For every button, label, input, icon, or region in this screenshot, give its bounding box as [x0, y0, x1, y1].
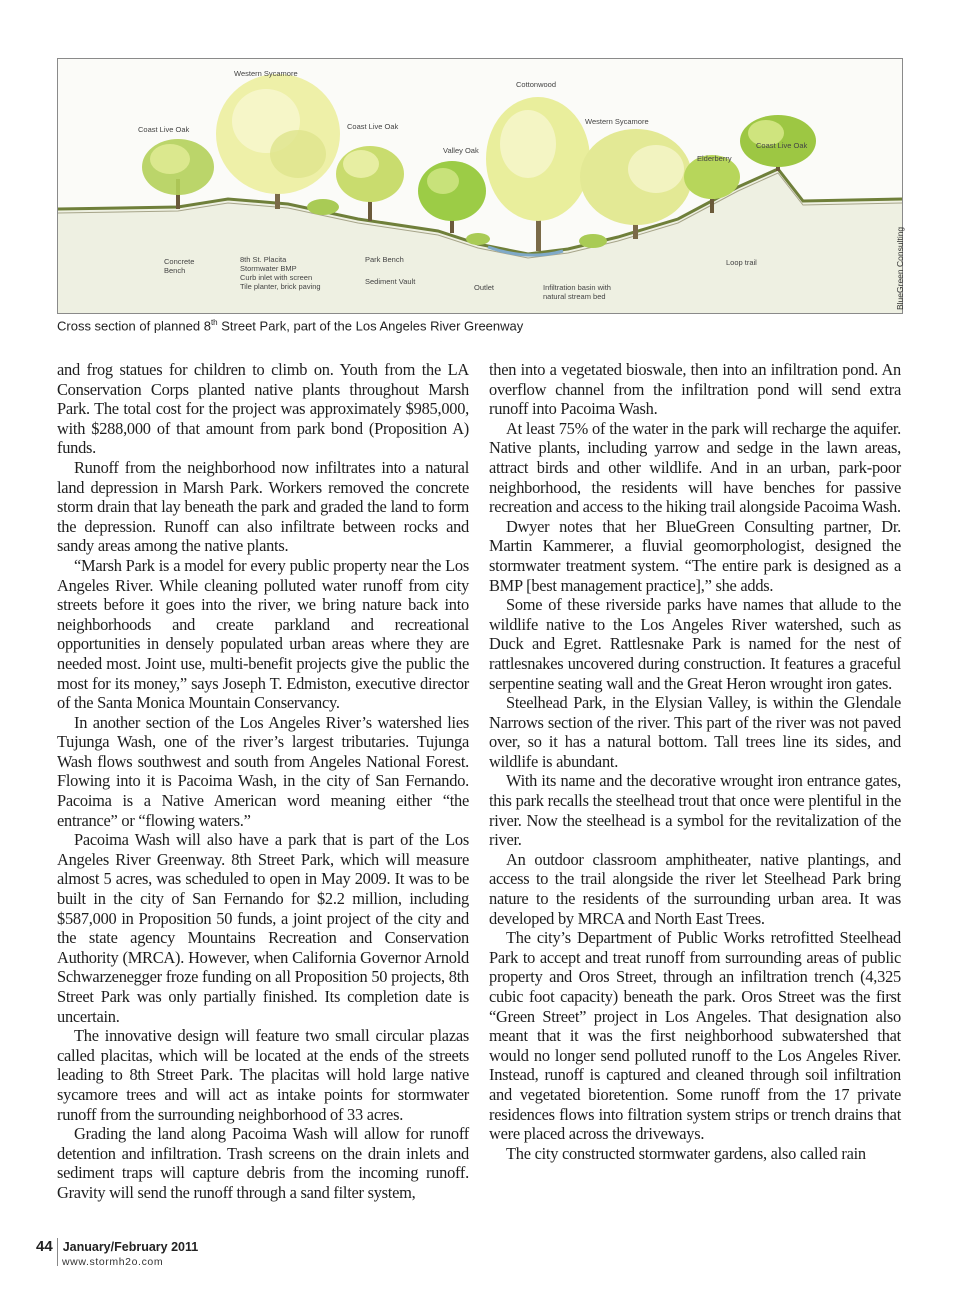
label-coast-live-oak-1: Coast Live Oak — [138, 125, 190, 134]
label-placita-1: 8th St. Placita — [240, 255, 287, 264]
shrub — [466, 233, 490, 245]
caption-superscript: th — [210, 318, 218, 327]
photo-credit: BlueGreen Consulting — [895, 226, 905, 310]
cottonwood-tree — [486, 97, 590, 251]
label-coast-live-oak-3: Coast Live Oak — [756, 141, 808, 150]
paragraph: Pacoima Wash will also have a park that is part of the Los Angeles River Greenway. 8th Street Park, which will measure almost 5 acres, was scheduled to open in May 2009. It was to be built in the city of San Fernando for $2.2 million, including $587,000 in Proposition 50 funds, a joint project of the city and the state agency Mountains Recreation and Conservation Authority (MRCA). However, when California Governor Arnold Schwarzenegger froze funding on all Proposition 50 projects, 8th Street Park was only partially finished. Its completion date is uncertain. — [57, 830, 469, 1026]
label-park-bench: Park Bench — [365, 255, 404, 264]
paragraph: The innovative design will feature two small circular plazas called placitas, which will be located at the ends of the streets leading to 8th Street Park. The placitas will hold large native sycamore trees and will act as intake points for stormwater runoff from the surrounding neighborhood of 33 acres. — [57, 1026, 469, 1124]
paragraph: An outdoor classroom amphitheater, native plantings, and access to the trail alongside the river let Steelhead Park bring nature to the residents of the surrounding urban area. It was developed by MRCA and North East Trees. — [489, 849, 901, 928]
label-concrete-bench-1: Concrete — [164, 257, 195, 266]
paragraph: With its name and the decorative wrought iron entrance gates, this park recalls the steelhead trout that once were plentiful in the river. Now the steelhead is a symbol for the revitalization of the river. — [489, 771, 901, 850]
shrub — [579, 234, 607, 248]
cross-section-drawing — [58, 59, 902, 313]
label-infiltration-basin-1: Infiltration basin with — [543, 283, 611, 292]
paragraph: Steelhead Park, in the Elysian Valley, is within the Glendale Narrows section of the river. This part of the river was not paved over, so it has a natural bottom. Tall trees line its sides, and wildlife is abundant. — [489, 693, 901, 771]
caption-text-start: Cross section of planned 8 — [57, 318, 211, 334]
label-western-sycamore-1: Western Sycamore — [234, 69, 298, 78]
issue-date: January/February 2011 — [62, 1240, 199, 1254]
label-infiltration-basin-2: natural stream bed — [543, 292, 606, 301]
paragraph: The city’s Department of Public Works retrofitted Steelhead Park to accept and treat runoff from surrounding areas of public property and Oros Street, through an infiltration trench (4,325 cubic foot capacity) beneath the park. Oros Street was the first “Green Street” project in Los Angeles. That designation also meant that it was the first neighborhood subwatershed that would no longer send polluted runoff to the Los Angeles River. Instead, runoff is captured and cleaned through soil infiltration and vegetated bioretention. Some runoff from the 17 private residences flows into filtration system strips or trench drains that were placed across the driveways. — [489, 928, 901, 1144]
paragraph: then into a vegetated bioswale, then into an infiltration pond. An overflow channel from the infiltration pond will send extra runoff into Pacoima Wash. — [489, 360, 901, 419]
article-column-right — [489, 360, 901, 1163]
label-valley-oak: Valley Oak — [443, 146, 479, 155]
figure-caption — [57, 318, 523, 333]
cross-section-figure — [57, 58, 903, 314]
page-number: 44 — [36, 1238, 53, 1255]
website-url[interactable]: www.stormh2o.com — [62, 1256, 164, 1268]
paragraph: Runoff from the neighborhood now infiltrates into a natural land depression in Marsh Park. Workers removed the concrete storm drain that lay beneath the park and graded the land to form the depression. Runoff can also infiltrate between rocks and sandy areas among the native plants. — [57, 457, 469, 556]
label-coast-live-oak-2: Coast Live Oak — [347, 122, 399, 131]
footer-divider — [57, 1238, 58, 1266]
label-western-sycamore-2: Western Sycamore — [585, 117, 649, 126]
label-outlet: Outlet — [474, 283, 495, 292]
label-loop-trail: Loop trail — [726, 258, 757, 267]
paragraph: In another section of the Los Angeles River’s watershed lies Tujunga Wash, one of the river’s largest tributaries. Tujunga Wash flows southwest and south from Angeles National Forest. Flowing into it is Pacoima Wash, in the city of San Fernando. Pacoima is a Native American word meaning either “the entrance” or “flowing waters.” — [57, 712, 469, 830]
paragraph: Grading the land along Pacoima Wash will allow for runoff detention and infiltration. Trash screens on the drain inlets and sediment traps will capture debris from the incoming runoff. Gravity will send the runoff through a sand filter system, — [57, 1124, 469, 1202]
coast-live-oak-tree-2 — [336, 146, 404, 221]
page-footer — [36, 1238, 198, 1266]
label-placita-4: Tile planter, brick paving — [240, 282, 321, 291]
label-sediment-vault: Sediment Vault — [365, 277, 416, 286]
label-cottonwood: Cottonwood — [516, 80, 557, 89]
paragraph: “Marsh Park is a model for every public property near the Los Angeles River. While cleaning polluted water runoff from city streets before it goes into the river, we bring nature back into neighborhoods and create parkland and recreational opportunities in densely populated urban areas where they are needed most. Joint use, multi-benefit projects give the public the most for its money,” says Joseph T. Edmiston, executive director of the Santa Monica Mountain Conservancy. — [57, 555, 469, 713]
label-concrete-bench-2: Bench — [164, 266, 186, 275]
shrub — [307, 199, 339, 215]
valley-oak-tree — [418, 161, 486, 233]
label-placita-3: Curb inlet with screen — [240, 273, 313, 282]
coast-live-oak-tree-1 — [142, 139, 214, 209]
paragraph: The city constructed stormwater gardens, also called rain — [506, 1143, 866, 1163]
paragraph: Some of these riverside parks have names that allude to the wildlife native to the Los Angeles River watershed, such as Duck and Egret. Rattlesnake Park is named for the nest of rattlesnakes uncovered during construction. It features a graceful serpentine seating wall and the Great Heron wrought iron gates. — [489, 595, 901, 693]
article-column-left — [57, 360, 469, 1203]
label-placita-2: Stormwater BMP — [240, 264, 297, 273]
paragraph: and frog statues for children to climb on. Youth from the LA Conservation Corps planted native plants throughout Marsh Park. The total cost for the project was approximately $985,000, with $288,000 of that amount from park bond (Proposition A) funds. — [57, 360, 469, 458]
caption-text-end: Street Park, part of the Los Angeles River Greenway — [217, 318, 524, 334]
paragraph: At least 75% of the water in the park will recharge the aquifer. Native plants, including yarrow and sedge in the lawn areas, attract birds and other wildlife. And in an urban, park-poor neighborhood, the residents will have benches for passive recreation and access to the hiking trail alongside Pacoima Wash. — [489, 418, 901, 517]
label-elderberry: Elderberry — [697, 154, 732, 163]
paragraph: Dwyer notes that her BlueGreen Consulting partner, Dr. Martin Kammerer, a fluvial geomorphologist, designed the stormwater treatment system. “The entire park is designed as a BMP [best management practice],” she adds. — [489, 516, 901, 595]
western-sycamore-tree-1 — [216, 74, 340, 209]
